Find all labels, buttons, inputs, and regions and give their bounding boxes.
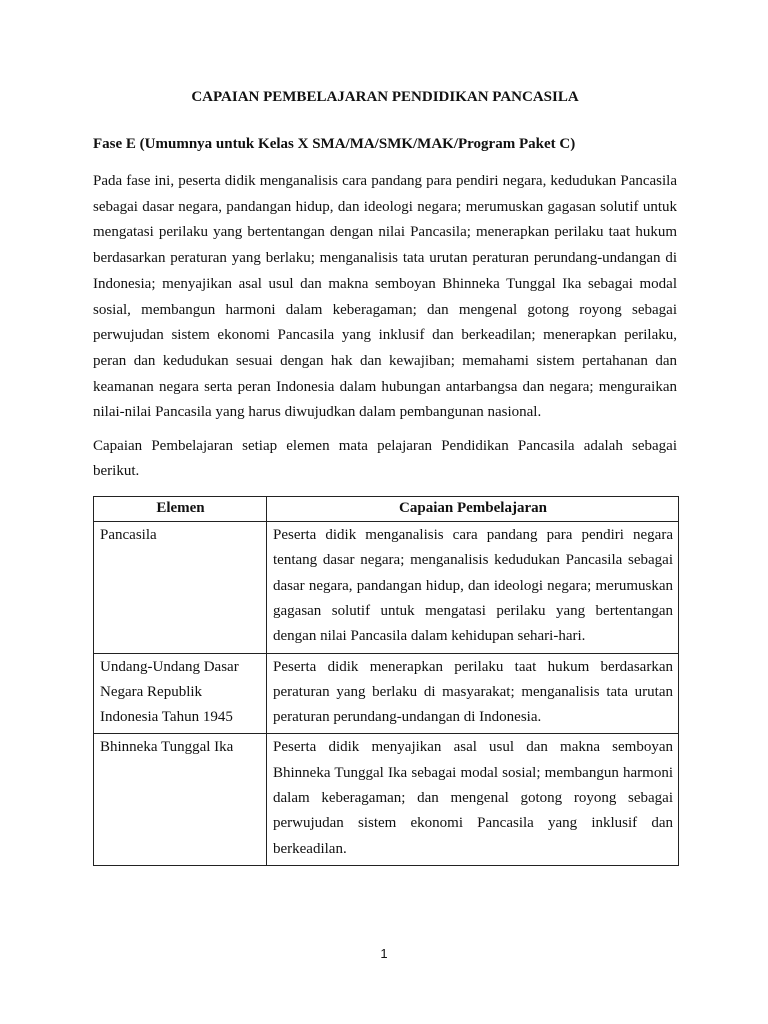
achievement-cell: Peserta didik menganalisis cara pandang para pendiri negara tentang dasar negara; menganalisis kedudukan Pancasila sebagai dasar negara, pandangan hidup, dan ideologi negara; merumuskan gagasan solutif untuk mengatasi perilaku yang bertentangan dengan nilai Pancasila dalam kehidupan sehari-hari. <box>267 522 679 653</box>
lead-paragraph: Capaian Pembelajaran setiap elemen mata pelajaran Pendidikan Pancasila adalah sebagai berikut. <box>93 438 677 480</box>
table-row <box>94 653 679 734</box>
document-title: CAPAIAN PEMBELAJARAN PENDIDIKAN PANCASILA <box>191 89 579 105</box>
page-number: 1 <box>380 946 388 961</box>
header-achievement: Capaian Pembelajaran <box>267 497 679 522</box>
table-row <box>94 522 679 653</box>
header-element: Elemen <box>94 497 267 522</box>
achievement-cell: Peserta didik menerapkan perilaku taat hukum berdasarkan peraturan yang berlaku di masyarakat; menganalisis tata urutan peraturan perundang-undangan di Indonesia. <box>267 653 679 734</box>
achievement-table <box>93 496 679 866</box>
phase-heading: Fase E (Umumnya untuk Kelas X SMA/MA/SMK/MAK/Program Paket C) <box>93 136 576 152</box>
table-row <box>94 734 679 865</box>
element-cell: Pancasila <box>94 522 267 653</box>
table-header-row <box>94 497 679 522</box>
element-cell: Undang-Undang Dasar Negara Republik Indonesia Tahun 1945 <box>94 653 267 734</box>
document-page <box>93 86 677 866</box>
intro-paragraph: Pada fase ini, peserta didik menganalisis cara pandang para pendiri negara, kedudukan Pancasila sebagai dasar negara, pandangan hidup, dan ideologi negara; merumuskan gagasan solutif untuk mengatasi perilaku yang bertentangan dengan nilai Pancasila; menerapkan perilaku taat hukum berdasarkan peraturan yang berlaku; menganalisis tata urutan peraturan perundang-undangan di Indonesia; menyajikan asal usul dan makna semboyan Bhinneka Tunggal Ika sebagai modal sosial, membangun harmoni dalam keberagaman; dan mengenal gotong royong sebagai perwujudan sistem ekonomi Pancasila yang inklusif dan berkeadilan; menerapkan perilaku, peran dan kedudukan sesuai dengan hak dan kewajiban; memahami sistem pertahanan dan keamanan negara serta peran Indonesia dalam hubungan antarbangsa dan negara; menguraikan nilai-nilai Pancasila yang harus diwujudkan dalam pembangunan nasional. <box>93 173 677 421</box>
element-cell: Bhinneka Tunggal Ika <box>94 734 267 865</box>
achievement-cell: Peserta didik menyajikan asal usul dan makna semboyan Bhinneka Tunggal Ika sebagai modal sosial; membangun harmoni dalam keberagaman; dan mengenal gotong royong sebagai perwujudan sistem ekonomi Pancasila yang inklusif dan berkeadilan. <box>267 734 679 865</box>
